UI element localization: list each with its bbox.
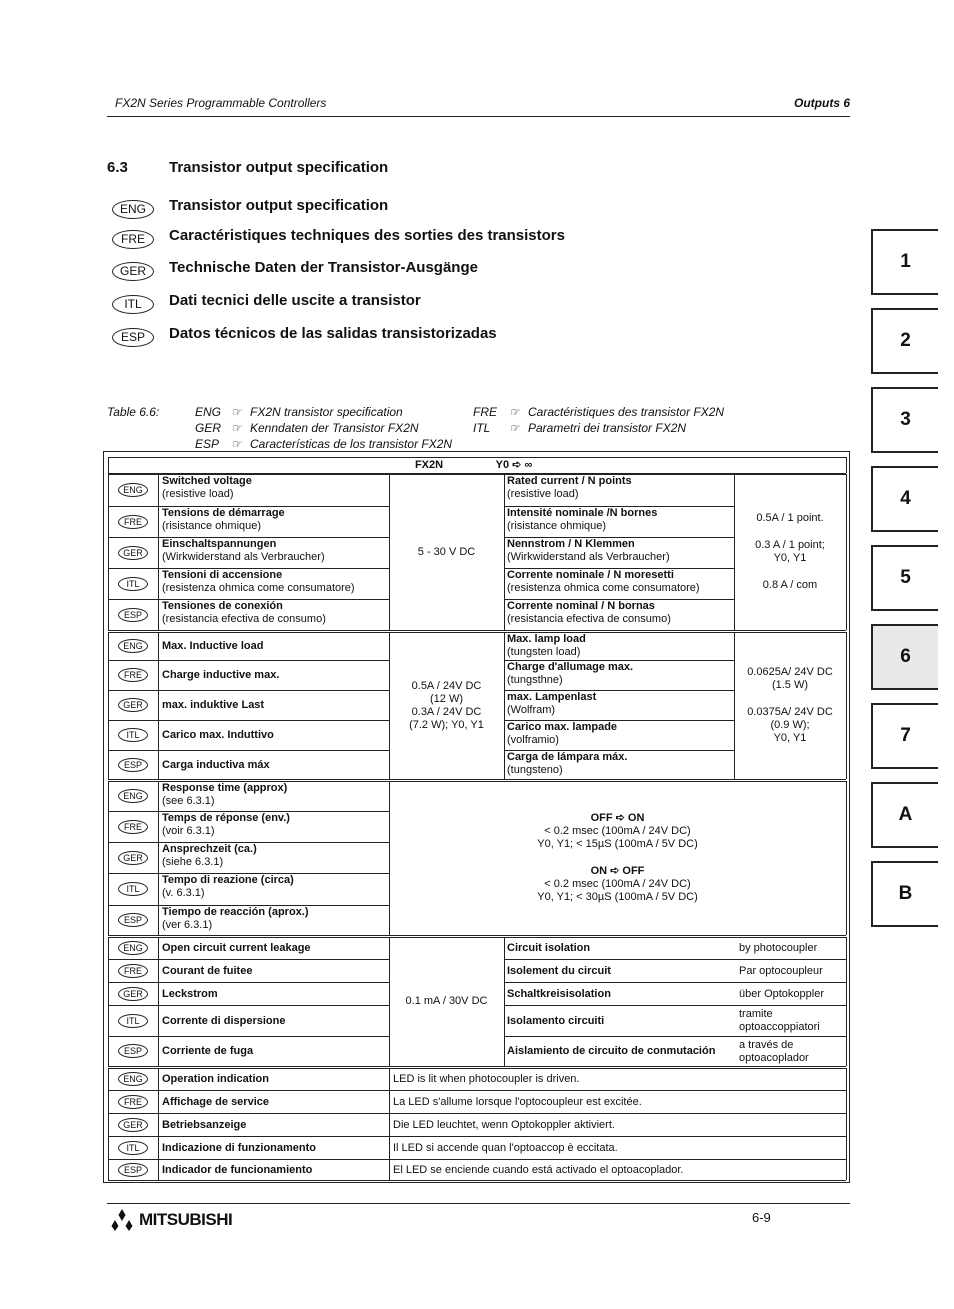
table-rule bbox=[734, 474, 735, 630]
right-label bbox=[507, 721, 732, 750]
table-rule bbox=[108, 1066, 846, 1067]
cell-text: Affichage de service bbox=[162, 1095, 269, 1108]
table-rule bbox=[389, 937, 390, 1066]
indication-value bbox=[393, 1069, 844, 1090]
lang-code-cell bbox=[108, 959, 158, 982]
lang-title-row-itl bbox=[112, 292, 421, 319]
section-title: Transistor output specification bbox=[169, 159, 389, 176]
pointer-icon: ☞ bbox=[509, 421, 520, 435]
row-label bbox=[162, 721, 387, 750]
right-label bbox=[507, 569, 732, 599]
value-cell bbox=[391, 937, 502, 1066]
lang-code-cell bbox=[108, 842, 158, 873]
cell-text: Isolamento circuiti bbox=[507, 1014, 605, 1027]
pointer-icon: ☞ bbox=[231, 405, 242, 419]
page-header-left: FX2N Series Programmable Controllers bbox=[115, 96, 327, 110]
row-label bbox=[162, 507, 387, 537]
row-label bbox=[162, 569, 387, 599]
table-rule bbox=[846, 632, 847, 779]
cell-text: (0.9 W); bbox=[770, 719, 810, 731]
lang-code-cell bbox=[108, 1005, 158, 1036]
cell-text: < 0.2 msec (100mA / 24V DC) bbox=[544, 825, 691, 837]
indication-value bbox=[393, 1137, 844, 1159]
caption-code: FRE bbox=[473, 405, 497, 419]
chapter-tab-7[interactable]: 7 bbox=[871, 703, 938, 769]
cell-text: (Wirkwiderstand als Verbraucher) bbox=[162, 551, 325, 563]
cell-text: Circuit isolation bbox=[507, 942, 591, 954]
right-value bbox=[739, 983, 844, 1005]
lang-badge: ENG bbox=[118, 483, 148, 497]
cell-text: Y0, Y1 bbox=[773, 732, 807, 744]
cell-text: Carga inductiva máx bbox=[162, 758, 270, 771]
chapter-tab-5[interactable]: 5 bbox=[871, 545, 938, 611]
lang-title-row-esp bbox=[112, 325, 497, 352]
lang-badge: FRE bbox=[118, 820, 148, 834]
row-label bbox=[162, 1137, 387, 1159]
cell-text: (1.5 W) bbox=[771, 679, 809, 691]
right-label bbox=[507, 983, 737, 1005]
table-rule bbox=[846, 457, 847, 473]
cell-text: Charge inductive max. bbox=[162, 669, 280, 681]
right-label bbox=[507, 938, 737, 959]
indication-value bbox=[393, 1091, 844, 1113]
table-rule bbox=[504, 632, 505, 779]
cell-text: 0.5A / 24V DC bbox=[411, 679, 482, 692]
lang-code-cell bbox=[108, 599, 158, 630]
lang-code-cell bbox=[108, 937, 158, 959]
lang-title-row-ger bbox=[112, 259, 478, 286]
lang-title: Datos técnicos de las salidas transistorizadas bbox=[169, 325, 497, 342]
lang-badge: FRE bbox=[118, 515, 148, 529]
cell-text: Y0, Y1; < 30µS (100mA / 5V DC) bbox=[537, 891, 698, 903]
table-rule bbox=[108, 457, 846, 458]
chapter-tab-a[interactable]: A bbox=[871, 782, 938, 848]
right-label bbox=[507, 661, 732, 690]
lang-badge: GER bbox=[118, 698, 148, 712]
cell-text: 5 - 30 V DC bbox=[417, 545, 476, 558]
lang-badge: GER bbox=[112, 262, 154, 281]
right-label bbox=[507, 691, 732, 720]
lang-badge: ENG bbox=[118, 941, 148, 955]
row-label bbox=[162, 1114, 387, 1136]
lang-code-cell bbox=[108, 632, 158, 660]
lang-code-cell bbox=[108, 506, 158, 537]
cell-text: Tensioni di accensione bbox=[162, 569, 283, 581]
lang-code-cell bbox=[108, 474, 158, 506]
row-label bbox=[162, 812, 387, 842]
cell-text: (resistenza ohmica come consumatore) bbox=[507, 582, 700, 594]
cell-text: Nennstrom / N Klemmen bbox=[507, 538, 635, 550]
cell-text: (resistive load) bbox=[162, 488, 234, 500]
value-cell bbox=[391, 474, 502, 630]
lang-badge: GER bbox=[118, 987, 148, 1001]
lang-title: Technische Daten der Transistor-Ausgänge bbox=[169, 259, 478, 276]
row-label bbox=[162, 843, 387, 873]
cell-text: Indicador de funcionamiento bbox=[162, 1163, 313, 1176]
lang-badge: ITL bbox=[118, 1141, 148, 1155]
cell-text: (ver 6.3.1) bbox=[162, 919, 213, 931]
cell-text: by photocoupler bbox=[739, 942, 818, 954]
row-label bbox=[162, 475, 387, 506]
cell-text: 0.3 A / 1 point; bbox=[755, 539, 825, 551]
lang-badge: ESP bbox=[118, 758, 148, 772]
row-label bbox=[162, 661, 387, 690]
right-value bbox=[739, 938, 844, 959]
caption-code: ITL bbox=[473, 421, 491, 435]
table-rule bbox=[504, 474, 505, 630]
table-rule bbox=[108, 935, 846, 936]
cell-text: Corrente di dispersione bbox=[162, 1014, 286, 1027]
row-label bbox=[162, 751, 387, 779]
cell-text: a través de optoacoplador bbox=[739, 1038, 809, 1064]
lang-title-row-eng bbox=[112, 197, 389, 224]
cell-text: (see 6.3.1) bbox=[162, 795, 215, 807]
page-header-right: Outputs 6 bbox=[794, 96, 850, 110]
cell-text: Max. lamp load bbox=[507, 633, 586, 645]
right-label bbox=[507, 751, 732, 779]
lang-code-cell bbox=[108, 750, 158, 779]
cell-text: Operation indication bbox=[162, 1073, 269, 1085]
cell-text: (Wirkwiderstand als Verbraucher) bbox=[507, 551, 670, 563]
pointer-icon: ☞ bbox=[509, 405, 520, 419]
row-label bbox=[162, 1069, 387, 1090]
cell-text: (siehe 6.3.1) bbox=[162, 856, 224, 868]
lang-badge: ITL bbox=[112, 295, 154, 314]
cell-text: Indicazione di funzionamento bbox=[162, 1141, 316, 1154]
lang-badge: GER bbox=[118, 1118, 148, 1132]
cell-text: Die LED leuchtet, wenn Optokoppler aktiviert. bbox=[393, 1118, 615, 1131]
cell-text: Max. Inductive load bbox=[162, 640, 264, 652]
lang-title: Caractéristiques techniques des sorties des transistors bbox=[169, 227, 565, 244]
cell-text: La LED s'allume lorsque l'optocoupleur est excitée. bbox=[393, 1095, 642, 1108]
caption-text: Caractéristiques des transistor FX2N bbox=[528, 405, 725, 419]
row-label bbox=[162, 633, 387, 660]
chapter-tab-6[interactable]: 6 bbox=[871, 624, 938, 690]
cell-text: Y0, Y1 bbox=[773, 552, 807, 564]
lang-title: Dati tecnici delle uscite a transistor bbox=[169, 292, 421, 309]
cell-text: LED is lit when photocoupler is driven. bbox=[393, 1073, 580, 1085]
lang-code-cell bbox=[108, 1068, 158, 1090]
lang-badge: ITL bbox=[118, 577, 148, 591]
lang-badge: FRE bbox=[118, 964, 148, 978]
cell-text: (tungsten load) bbox=[507, 646, 581, 658]
table-rule bbox=[734, 632, 735, 779]
table-rule bbox=[108, 457, 109, 473]
lang-badge: ENG bbox=[118, 1072, 148, 1086]
caption-text: Características de los transistor FX2N bbox=[250, 437, 453, 451]
mitsubishi-logo bbox=[109, 1209, 232, 1231]
lang-code-cell bbox=[108, 1090, 158, 1113]
cell-text: (resistenza ohmica come consumatore) bbox=[162, 582, 355, 594]
lang-code-cell bbox=[108, 1113, 158, 1136]
lang-code-cell bbox=[108, 781, 158, 811]
lang-badge: ITL bbox=[118, 728, 148, 742]
value-cell bbox=[391, 632, 502, 779]
cell-text: tramite optoaccoppiatori bbox=[739, 1008, 820, 1033]
right-value bbox=[736, 632, 844, 779]
right-label bbox=[507, 633, 732, 660]
row-label bbox=[162, 906, 387, 935]
cell-text: Carga de lámpara máx. bbox=[507, 751, 628, 763]
pointer-icon: ☞ bbox=[231, 437, 242, 451]
cell-text: (v. 6.3.1) bbox=[162, 887, 205, 899]
lang-badge: FRE bbox=[112, 230, 154, 249]
lang-code-cell bbox=[108, 1159, 158, 1180]
lang-code-cell bbox=[108, 1036, 158, 1066]
table-rule bbox=[158, 1068, 159, 1180]
cell-text: Intensité nominale /N bornes bbox=[507, 507, 658, 519]
cell-text: Rated current / N points bbox=[507, 475, 632, 487]
cell-text: Leckstrom bbox=[162, 987, 218, 1000]
cell-text: Y0 ➪ ∞ bbox=[495, 459, 533, 471]
cell-text: 0.3A / 24V DC bbox=[411, 705, 482, 718]
cell-text: Temps de réponse (env.) bbox=[162, 812, 290, 824]
table-rule bbox=[846, 937, 847, 1066]
lang-badge: ESP bbox=[118, 608, 148, 622]
chapter-tab-4[interactable]: 4 bbox=[871, 466, 938, 532]
cell-text: Betriebsanzeige bbox=[162, 1118, 247, 1131]
lang-badge: GER bbox=[118, 851, 148, 865]
cell-text: Tempo di reazione (circa) bbox=[162, 874, 294, 886]
cell-text: Ansprechzeit (ca.) bbox=[162, 843, 257, 855]
cell-text: über Optokoppler bbox=[739, 987, 824, 1000]
caption-text: Kenndaten der Transistor FX2N bbox=[250, 421, 419, 435]
row-label bbox=[162, 960, 387, 982]
cell-text: (tungsteno) bbox=[507, 764, 563, 776]
lang-badge: ESP bbox=[118, 1163, 148, 1177]
table-rule bbox=[504, 937, 505, 1066]
lang-badge: ENG bbox=[112, 200, 154, 219]
lang-code-cell bbox=[108, 537, 158, 568]
cell-text: Response time (approx) bbox=[162, 782, 288, 794]
indication-value bbox=[393, 1114, 844, 1136]
table-rule bbox=[846, 474, 847, 630]
cell-text: max. Lampenlast bbox=[507, 691, 597, 703]
chapter-tab-3[interactable]: 3 bbox=[871, 387, 938, 453]
cell-text: 0.1 mA / 30V DC bbox=[405, 995, 488, 1007]
cell-text: Courant de fuitee bbox=[162, 964, 253, 977]
table-rule bbox=[158, 632, 159, 779]
right-label bbox=[507, 475, 732, 506]
table-rule bbox=[389, 781, 390, 935]
table-rule bbox=[108, 1180, 846, 1181]
right-value bbox=[736, 474, 844, 630]
head-model bbox=[404, 458, 454, 473]
caption-label: Table 6.6: bbox=[107, 405, 160, 419]
cell-text: (voir 6.3.1) bbox=[162, 825, 215, 837]
table-rule bbox=[846, 781, 847, 935]
cell-text: Switched voltage bbox=[162, 475, 252, 487]
lang-code-cell bbox=[108, 873, 158, 905]
cell-text: < 0.2 msec (100mA / 24V DC) bbox=[544, 878, 691, 890]
cell-text: (7.2 W); Y0, Y1 bbox=[409, 718, 484, 731]
row-label bbox=[162, 874, 387, 905]
right-value bbox=[739, 1006, 844, 1036]
row-label bbox=[162, 600, 387, 630]
lang-code-cell bbox=[108, 982, 158, 1005]
row-label bbox=[162, 1037, 387, 1066]
cell-text: (volframio) bbox=[507, 734, 559, 746]
caption-code: ESP bbox=[195, 437, 220, 451]
cell-text: (resistive load) bbox=[507, 488, 579, 500]
chapter-tab-2[interactable]: 2 bbox=[871, 308, 938, 374]
lang-code-cell bbox=[108, 568, 158, 599]
response-value bbox=[391, 781, 844, 935]
lang-badge: ENG bbox=[118, 789, 148, 803]
row-label bbox=[162, 1006, 387, 1036]
cell-text: (risistance ohmique) bbox=[162, 520, 262, 532]
cell-text: Corriente de fuga bbox=[162, 1045, 254, 1057]
table-rule bbox=[108, 779, 846, 780]
cell-text: 0.0625A/ 24V DC bbox=[747, 666, 833, 678]
lang-code-cell bbox=[108, 811, 158, 842]
cell-text: Charge d'allumage max. bbox=[507, 661, 634, 673]
lang-title-row-fre bbox=[112, 227, 565, 254]
lang-badge: ESP bbox=[118, 1044, 148, 1058]
row-label bbox=[162, 691, 387, 720]
right-label bbox=[507, 1037, 737, 1066]
lang-badge: FRE bbox=[118, 1095, 148, 1109]
row-label bbox=[162, 1091, 387, 1113]
lang-badge: ITL bbox=[118, 1014, 148, 1028]
cell-text: Aislamiento de circuito de conmutación bbox=[507, 1045, 716, 1057]
cell-text: 0.0375A/ 24V DC bbox=[747, 706, 833, 718]
lang-badge: GER bbox=[118, 546, 148, 560]
right-value bbox=[739, 1037, 844, 1066]
cell-text: Open circuit current leakage bbox=[162, 942, 311, 954]
row-label bbox=[162, 938, 387, 959]
chapter-tab-1[interactable]: 1 bbox=[871, 229, 938, 295]
caption-text: Parametri dei transistor FX2N bbox=[528, 421, 687, 435]
table-rule bbox=[158, 474, 159, 630]
chapter-tab-b[interactable]: B bbox=[871, 861, 938, 927]
cell-text: Corrente nominal / N bornas bbox=[507, 600, 655, 612]
lang-code-cell bbox=[108, 660, 158, 690]
lang-code-cell bbox=[108, 1136, 158, 1159]
cell-text: Carico max. lampade bbox=[507, 721, 618, 733]
lang-code-cell bbox=[108, 720, 158, 750]
table-rule bbox=[108, 630, 846, 631]
cell-text: 0.5A / 1 point. bbox=[756, 512, 824, 524]
row-label bbox=[162, 538, 387, 568]
brand-name: MITSUBISHI bbox=[139, 1210, 233, 1229]
table-rule bbox=[389, 632, 390, 779]
caption-text: FX2N transistor specification bbox=[250, 405, 403, 419]
cell-text: (resistancia efectiva de consumo) bbox=[507, 613, 671, 625]
cell-text: Schaltkreisisolation bbox=[507, 987, 611, 1000]
table-rule bbox=[846, 1068, 847, 1180]
table-rule bbox=[389, 474, 390, 630]
section-number: 6.3 bbox=[107, 159, 128, 176]
cell-text: Carico max. Induttivo bbox=[162, 729, 274, 741]
cell-text: Tiempo de reacción (aprox.) bbox=[162, 906, 309, 918]
cell-text: (tungsthne) bbox=[507, 674, 563, 686]
cell-text: (12 W) bbox=[430, 692, 463, 705]
pointer-icon: ☞ bbox=[231, 421, 242, 435]
cell-text: El LED se enciende cuando está activado el optoacoplador. bbox=[393, 1163, 684, 1176]
right-label bbox=[507, 1006, 737, 1036]
cell-text: Y0, Y1; < 15µS (100mA / 5V DC) bbox=[537, 838, 698, 850]
cell-text: Tensions de démarrage bbox=[162, 507, 285, 519]
table-rule bbox=[158, 937, 159, 1066]
cell-text: max. induktive Last bbox=[162, 699, 265, 711]
row-label bbox=[162, 782, 387, 811]
table-rule bbox=[389, 1068, 390, 1180]
footer-rule bbox=[107, 1203, 850, 1204]
caption-code: ENG bbox=[195, 405, 222, 419]
caption-code: GER bbox=[195, 421, 222, 435]
right-value bbox=[739, 960, 844, 982]
cell-text: Isolement du circuit bbox=[507, 964, 611, 977]
cell-text: ON ➪ OFF bbox=[590, 865, 645, 877]
right-label bbox=[507, 960, 737, 982]
cell-text: (resistancia efectiva de consumo) bbox=[162, 613, 326, 625]
lang-code-cell bbox=[108, 690, 158, 720]
lang-badge: ESP bbox=[118, 913, 148, 927]
header-rule bbox=[107, 116, 850, 117]
lang-badge: FRE bbox=[118, 668, 148, 682]
lang-badge: ITL bbox=[118, 882, 148, 896]
cell-text: Einschaltspannungen bbox=[162, 538, 277, 550]
cell-text: Tensiones de conexión bbox=[162, 600, 283, 612]
right-label bbox=[507, 600, 732, 630]
spec-table bbox=[103, 451, 850, 1183]
mitsubishi-diamonds-icon bbox=[109, 1209, 135, 1231]
cell-text: Par optocoupleur bbox=[739, 964, 823, 977]
cell-text: (risistance ohmique) bbox=[507, 520, 607, 532]
cell-text: Corrente nominale / N moresetti bbox=[507, 569, 674, 581]
cell-text: 0.8 A / com bbox=[762, 579, 818, 591]
lang-badge: ENG bbox=[118, 639, 148, 653]
page-number: 6-9 bbox=[752, 1210, 771, 1225]
table-rule bbox=[158, 781, 159, 935]
cell-text: (Wolfram) bbox=[507, 704, 556, 716]
indication-value bbox=[393, 1160, 844, 1180]
lang-code-cell bbox=[108, 905, 158, 935]
row-label bbox=[162, 983, 387, 1005]
cell-text: FX2N bbox=[414, 459, 444, 471]
lang-badge: ESP bbox=[112, 328, 154, 347]
cell-text: OFF ➪ ON bbox=[590, 812, 645, 824]
lang-title: Transistor output specification bbox=[169, 197, 389, 214]
cell-text: Il LED si accende quan l'optoaccop è eccitata. bbox=[393, 1141, 618, 1154]
row-label bbox=[162, 1160, 387, 1180]
head-outputs bbox=[479, 458, 549, 473]
right-label bbox=[507, 538, 732, 568]
right-label bbox=[507, 507, 732, 537]
